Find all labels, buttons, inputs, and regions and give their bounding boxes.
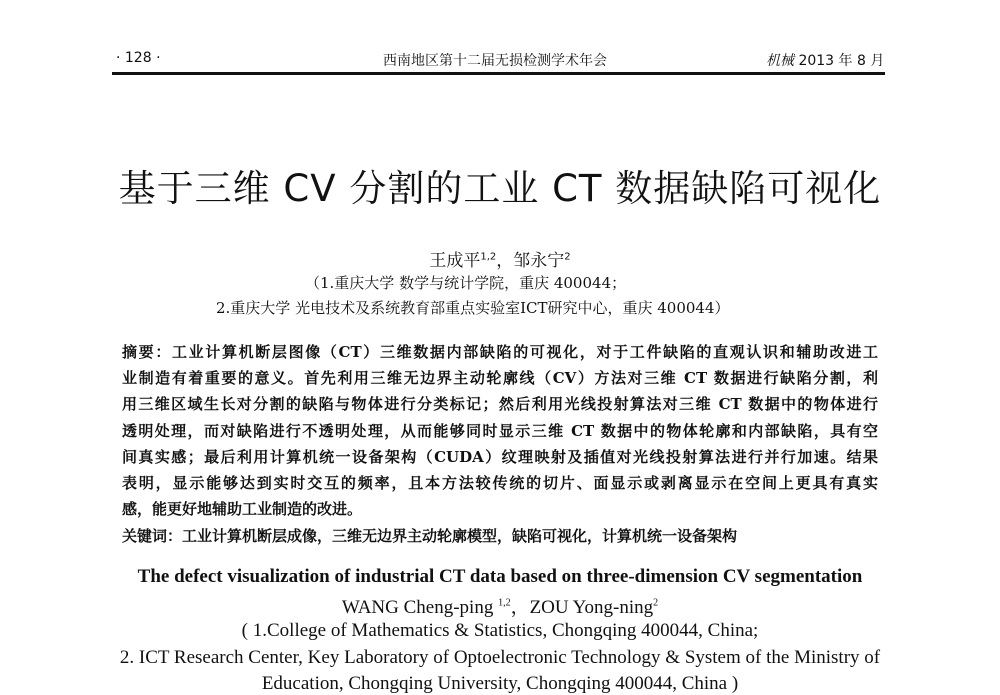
keywords: 关键词：工业计算机断层成像，三维无边界主动轮廓模型，缺陷可视化，计算机统一设备架构 bbox=[122, 527, 738, 545]
abstract-line: 间真实感；最后利用计算机统一设备架构（CUDA）纹理映射及插值对光线投射算法进行并行加速。结果 bbox=[122, 448, 878, 466]
abstract-line: 透明处理，而对缺陷进行不透明处理，从而能够同时显示三维 CT 数据中的物体轮廓和内部缺陷，具有空 bbox=[122, 422, 878, 440]
authors bbox=[0, 246, 1000, 271]
author-name: ，邹永宁 bbox=[496, 251, 565, 271]
affiliation-2: 2.重庆大学 光电技术及系统教育部重点实验室ICT研究中心，重庆 400044） bbox=[216, 299, 730, 317]
english-title: The defect visualization of industrial CT data based on three-dimension CV segmentation bbox=[137, 566, 863, 587]
page-number: · 128 · bbox=[116, 50, 161, 66]
conference-name: 西南地区第十二届无损检测学术年会 bbox=[383, 53, 607, 69]
abstract-line: 业制造有着重要的意义。首先利用三维无边界主动轮廓线（CV）方法对三维 CT 数据进行缺陷分割，利 bbox=[122, 369, 878, 387]
abstract-line: 感，能更好地辅助工业制造的改进。 bbox=[122, 500, 363, 518]
author-name: ，ZOU Yong-ning bbox=[510, 597, 654, 618]
author-name: 王成平 bbox=[429, 251, 481, 271]
author-sup: 2 bbox=[564, 251, 571, 263]
author-name: WANG Cheng-ping bbox=[341, 597, 499, 618]
author-sup: 1,2 bbox=[498, 597, 511, 609]
english-affiliation-3: Education, Chongqing University, Chongqing 400044, China ) bbox=[261, 673, 739, 694]
journal-name: 机械 bbox=[766, 53, 794, 69]
author-sup: 1,2 bbox=[480, 251, 497, 263]
abstract-line: 用三维区域生长对分割的缺陷与物体进行分类标记；然后利用光线投射算法对三维 CT 数据中的物体进行 bbox=[122, 395, 878, 413]
header-rule bbox=[112, 72, 885, 75]
journal-info bbox=[766, 50, 884, 70]
paper-title: 基于三维 CV 分割的工业 CT 数据缺陷可视化 bbox=[118, 167, 882, 210]
abstract-line: 表明，显示能够达到实时交互的频率，且本方法较传统的切片、面显示或剥离显示在空间上更具有真实 bbox=[122, 474, 878, 492]
affiliation-1: （1.重庆大学 数学与统计学院，重庆 400044； bbox=[305, 274, 627, 292]
abstract-line: 摘要：工业计算机断层图像（CT）三维数据内部缺陷的可视化，对于工件缺陷的直观认识和辅助改进工 bbox=[122, 343, 878, 361]
issue-date: 2013 年 8 月 bbox=[798, 53, 885, 69]
english-authors bbox=[0, 592, 1000, 619]
author-sup: 2 bbox=[653, 597, 659, 609]
english-affiliation-1: ( 1.College of Mathematics & Statistics, Chongqing 400044, China; bbox=[241, 620, 759, 641]
english-affiliation-2: 2. ICT Research Center, Key Laboratory of Optoelectronic Technology & System of the Ministry of bbox=[119, 647, 881, 668]
